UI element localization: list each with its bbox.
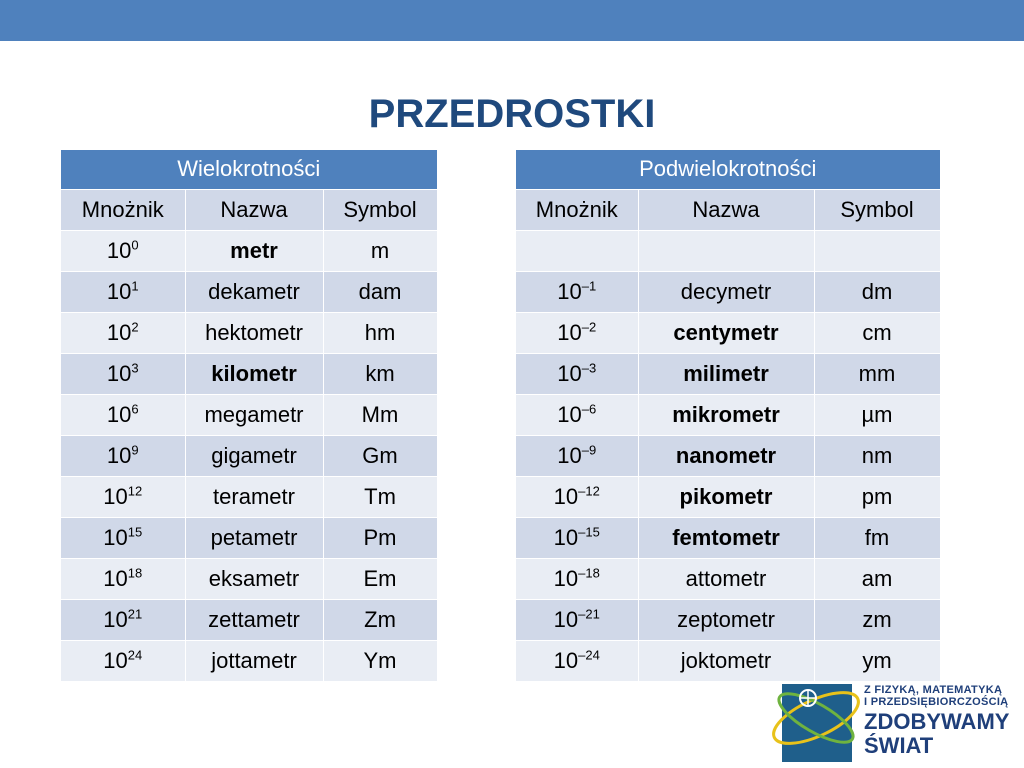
multiplier-cell [61, 640, 185, 681]
unit-name-cell: centymetr [638, 312, 814, 353]
multiplier-cell [516, 312, 638, 353]
unit-symbol-cell: Mm [323, 394, 437, 435]
table-row [61, 517, 437, 558]
unit-name-cell: hektometr [185, 312, 323, 353]
column-header-name: Nazwa [638, 189, 814, 230]
multiplier-base: 10 [553, 565, 579, 591]
table-row [516, 517, 940, 558]
multiplier-exponent: –12 [578, 483, 600, 499]
multiplier-cell [61, 517, 185, 558]
unit-name-cell: petametr [185, 517, 323, 558]
unit-symbol-cell: ym [814, 640, 940, 681]
multiplier-exponent: –3 [581, 360, 597, 376]
unit-symbol-cell: am [814, 558, 940, 599]
multiplier-exponent: 12 [127, 483, 143, 499]
unit-name-cell [638, 230, 814, 271]
page-title: PRZEDROSTKI [368, 92, 656, 136]
table-row [61, 558, 437, 599]
unit-name-cell: megametr [185, 394, 323, 435]
multiplier-exponent: –18 [578, 565, 600, 581]
unit-name-cell: attometr [638, 558, 814, 599]
unit-symbol-cell: Tm [323, 476, 437, 517]
multiplier-base: 10 [106, 319, 132, 345]
multiplier-base: 10 [553, 647, 579, 673]
multiplier-base: 10 [557, 360, 582, 386]
unit-name-cell: kilometr [185, 353, 323, 394]
table-row [516, 435, 940, 476]
multiplier-base: 10 [106, 278, 132, 304]
unit-name-cell: nanometr [638, 435, 814, 476]
logo-wordmark [864, 710, 1009, 758]
column-header-row [516, 189, 940, 230]
unit-symbol-cell: nm [814, 435, 940, 476]
multiplier-base: 10 [553, 524, 579, 550]
multiplier-cell [61, 476, 185, 517]
multiplier-exponent: –24 [578, 647, 600, 663]
multiplier-base: 10 [557, 319, 582, 345]
table-row [516, 312, 940, 353]
multiplier-cell [61, 394, 185, 435]
multiplier-cell [516, 435, 638, 476]
multiplier-exponent: 24 [127, 647, 143, 663]
multiplier-cell [516, 394, 638, 435]
table-row [516, 230, 940, 271]
table-row [61, 312, 437, 353]
unit-symbol-cell: Zm [323, 599, 437, 640]
unit-symbol-cell: m [323, 230, 437, 271]
unit-name-cell: femtometr [638, 517, 814, 558]
table-row [61, 271, 437, 312]
unit-name-cell: gigametr [185, 435, 323, 476]
unit-symbol-cell: fm [814, 517, 940, 558]
unit-name-cell: pikometr [638, 476, 814, 517]
unit-symbol-cell: zm [814, 599, 940, 640]
table-row [61, 476, 437, 517]
multiplier-base: 10 [106, 360, 132, 386]
multiplier-cell [61, 230, 185, 271]
unit-symbol-cell: mm [814, 353, 940, 394]
unit-symbol-cell: µm [814, 394, 940, 435]
multiplier-exponent: –6 [581, 401, 597, 417]
multiplier-exponent: 18 [127, 565, 143, 581]
table-row [516, 271, 940, 312]
table-row [61, 353, 437, 394]
unit-name-cell: mikrometr [638, 394, 814, 435]
multiplier-exponent: 21 [127, 606, 143, 622]
multiplier-exponent: –15 [578, 524, 600, 540]
unit-name-cell: milimetr [638, 353, 814, 394]
multiplier-cell [516, 353, 638, 394]
multiplier-cell [516, 640, 638, 681]
unit-name-cell: metr [185, 230, 323, 271]
multiplier-cell [61, 353, 185, 394]
column-header-row [61, 189, 437, 230]
multiplier-base: 10 [106, 401, 132, 427]
multiplier-exponent: 1 [131, 278, 139, 294]
multiplier-exponent: –1 [581, 278, 597, 294]
unit-symbol-cell: dm [814, 271, 940, 312]
multiplier-cell [61, 558, 185, 599]
column-header-name: Nazwa [185, 189, 323, 230]
multiplier-cell [516, 599, 638, 640]
unit-name-cell: zeptometr [638, 599, 814, 640]
logo-wordmark-line1: ZDOBYWAMY [864, 709, 1010, 734]
multiplier-exponent: 3 [131, 360, 139, 376]
multiplier-cell [61, 435, 185, 476]
multiplier-base: 10 [557, 442, 582, 468]
unit-symbol-cell: cm [814, 312, 940, 353]
multiplier-base: 10 [557, 278, 582, 304]
column-header-symbol: Symbol [814, 189, 940, 230]
multiplier-exponent: –21 [578, 606, 600, 622]
unit-symbol-cell: Pm [323, 517, 437, 558]
table-row [516, 640, 940, 681]
table-row [61, 640, 437, 681]
multiplier-exponent: 6 [131, 401, 139, 417]
unit-name-cell: eksametr [185, 558, 323, 599]
multiples-group-header: Wielokrotności [61, 150, 437, 189]
multiplier-cell [61, 271, 185, 312]
submultiples-table [516, 150, 941, 682]
multiplier-exponent: 15 [127, 524, 143, 540]
multiplier-cell [516, 517, 638, 558]
unit-name-cell: jottametr [185, 640, 323, 681]
logo-tagline [864, 684, 1008, 708]
multiplier-cell [516, 558, 638, 599]
multiplier-base: 10 [103, 565, 128, 591]
unit-symbol-cell: Ym [323, 640, 437, 681]
project-logo [768, 678, 1024, 768]
multiplier-cell [516, 271, 638, 312]
unit-name-cell: dekametr [185, 271, 323, 312]
multiplier-exponent: –2 [581, 319, 597, 335]
multiplier-base: 10 [557, 401, 582, 427]
column-header-symbol: Symbol [323, 189, 437, 230]
multiplier-cell [61, 599, 185, 640]
table-row [516, 558, 940, 599]
multiplier-base: 10 [103, 483, 128, 509]
unit-symbol-cell: Gm [323, 435, 437, 476]
multiplier-base: 10 [103, 606, 128, 632]
multiplier-exponent: 9 [131, 442, 139, 458]
multiples-table [61, 150, 438, 682]
unit-symbol-cell: km [323, 353, 437, 394]
multiplier-cell [516, 476, 638, 517]
unit-symbol-cell [814, 230, 940, 271]
unit-name-cell: joktometr [638, 640, 814, 681]
multiplier-cell [61, 312, 185, 353]
table-row [61, 230, 437, 271]
table-row [516, 353, 940, 394]
unit-name-cell: decymetr [638, 271, 814, 312]
unit-symbol-cell: dam [323, 271, 437, 312]
multiplier-base: 10 [553, 606, 579, 632]
multiplier-base: 10 [103, 524, 128, 550]
table-row [61, 599, 437, 640]
logo-tagline-line1: Z FIZYKĄ, MATEMATYKĄ [864, 684, 1003, 696]
unit-name-cell: zettametr [185, 599, 323, 640]
table-row [61, 435, 437, 476]
table-row [61, 394, 437, 435]
unit-symbol-cell: Em [323, 558, 437, 599]
logo-wordmark-line2: ŚWIAT [864, 733, 934, 758]
unit-symbol-cell: hm [323, 312, 437, 353]
unit-name-cell: terametr [185, 476, 323, 517]
multiplier-exponent: 2 [131, 319, 139, 335]
multiplier-cell [516, 230, 638, 271]
submultiples-group-header: Podwielokrotności [516, 150, 940, 189]
multiplier-base: 10 [553, 483, 579, 509]
column-header-multiplier: Mnożnik [516, 189, 638, 230]
multiplier-base: 10 [106, 237, 132, 263]
table-row [516, 599, 940, 640]
table-row [516, 476, 940, 517]
top-accent-bar [0, 0, 1024, 41]
multiplier-base: 10 [103, 647, 128, 673]
multiplier-exponent: 0 [131, 237, 139, 253]
multiplier-base: 10 [106, 442, 132, 468]
unit-symbol-cell: pm [814, 476, 940, 517]
table-row [516, 394, 940, 435]
column-header-multiplier: Mnożnik [61, 189, 185, 230]
multiplier-exponent: –9 [581, 442, 597, 458]
logo-tagline-line2: I PRZEDSIĘBIORCZOŚCIĄ [864, 696, 1009, 708]
